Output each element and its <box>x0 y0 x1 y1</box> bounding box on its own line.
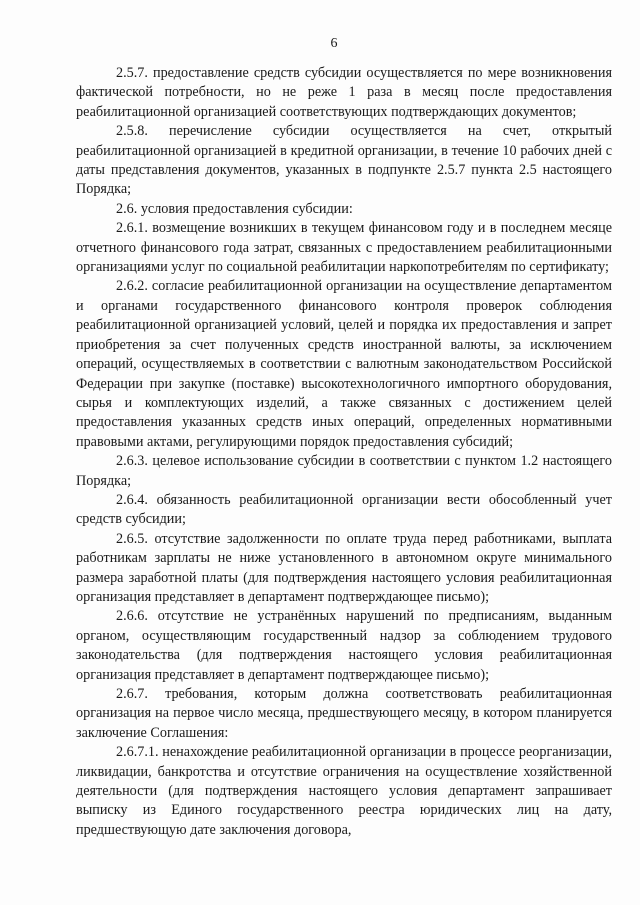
paragraph-2-6-2: 2.6.2. согласие реабилитационной организации на осуществление департаментом и органами государственного финансового контроля проверок соблюдения реабилитационной организацией условий, целей и порядка их предоставления и запрет приобретения за счет полученных средств иностранной валюты, за исключением операций, осуществляемых в соответствии с валютным законодательством Российской Федерации при закупке (поставке) высокотехнологичного импортного оборудования, сырья и комплектующих изделий, а также связанных с достижением целей предоставления указанных средств иных операций, определенных нормативными правовыми актами, регулирующими порядок предоставления субсидий; <box>76 278 612 450</box>
paragraph-2-6: 2.6. условия предоставления субсидии: <box>116 200 353 217</box>
paragraph-2-6-7-1: 2.6.7.1. ненахождение реабилитационной организации в процессе реорганизации, ликвидации, банкротства и отсутствие ограничения на осуществление хозяйственной деятельности (для подтверждения настоящего условия департамент запрашивает выписку из Единого государственного реестра юридических лиц на дату, предшествующую дате заключения договора, <box>76 744 612 838</box>
paragraph-2-6-7: 2.6.7. требования, которым должна соответствовать реабилитационная организация на первое число месяца, предшествующего месяцу, в котором планируется заключение Соглашения: <box>76 686 612 741</box>
paragraph-2-5-8: 2.5.8. перечисление субсидии осуществляется на счет, открытый реабилитационной организацией в кредитной организации, в течение 10 рабочих дней с даты представления документов, указанных в подпункте 2.5.7 пункта 2.5 настоящего Порядка; <box>76 123 612 198</box>
paragraph-2-6-1: 2.6.1. возмещение возникших в текущем финансовом году и в последнем месяце отчетного финансового года затрат, связанных с предоставлением реабилитационными организациями услуг по социальной реабилитации наркопотребителям по сертификату; <box>76 220 612 276</box>
paragraph-2-6-6: 2.6.6. отсутствие не устранённых нарушений по предписаниям, выданным органом, осуществляющим государственный надзор за соблюдением трудового законодательства (для подтверждения настоящего условия реабилитационная организация представляет в департамент подтверждающее письмо); <box>76 608 612 683</box>
paragraph-2-6-3: 2.6.3. целевое использование субсидии в соответствии с пунктом 1.2 настоящего Порядка; <box>76 453 612 489</box>
paragraph-2-5-7: 2.5.7. предоставление средств субсидии осуществляется по мере возникновения фактической потребности, но не реже 1 раза в месяц после предоставления реабилитационной организацией соответствующих подтверждающих документов; <box>76 65 612 120</box>
paragraph-2-6-4: 2.6.4. обязанность реабилитационной организации вести обособленный учет средств субсидии; <box>76 491 612 528</box>
page-number: 6 <box>330 36 338 51</box>
paragraph-2-6-5: 2.6.5. отсутствие задолженности по оплате труда перед работниками, выплата работникам зарплаты не ниже установленного в автономном округе минимального размера заработной платы (для подтверждения настоящего условия реабилитационная организация представляет в департамент подтверждающее письмо); <box>76 530 612 605</box>
